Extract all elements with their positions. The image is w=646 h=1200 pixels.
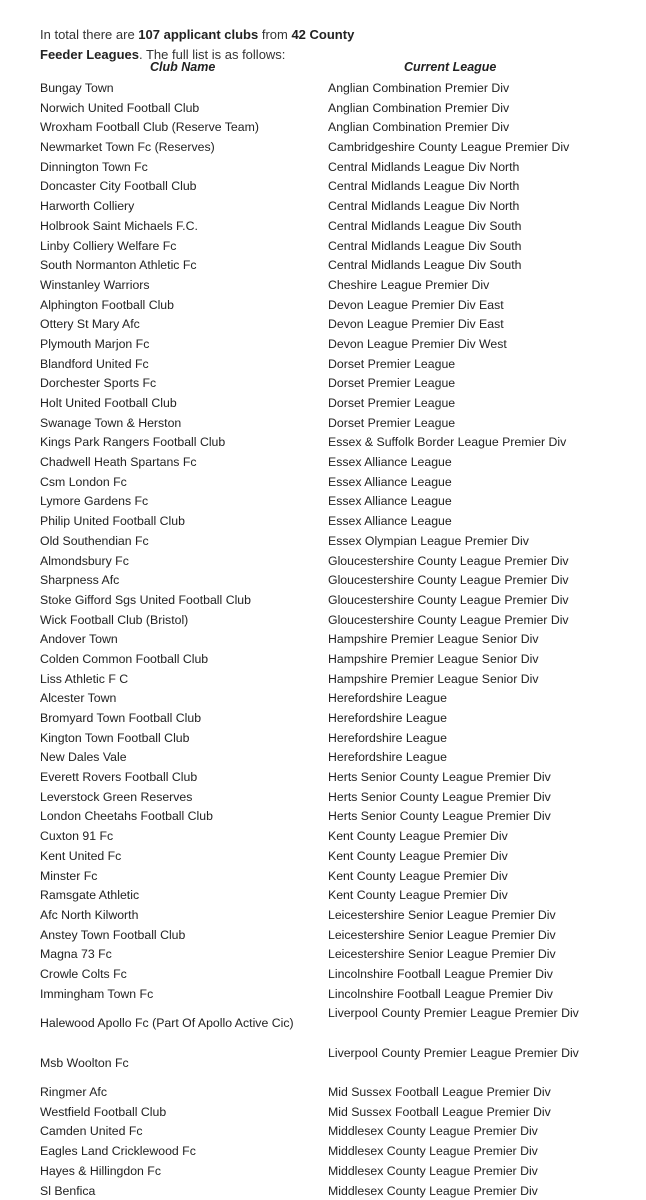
- club-name-cell: Sl Benfica: [40, 1183, 96, 1198]
- table-row: [0, 650, 646, 670]
- table-row: [0, 1044, 646, 1083]
- table-row: [0, 276, 646, 296]
- current-league-cell: Essex Olympian League Premier Div: [328, 533, 529, 548]
- club-name-cell: Camden United Fc: [40, 1124, 143, 1139]
- club-name-cell: Andover Town: [40, 632, 118, 647]
- intro-paragraph: [40, 25, 600, 65]
- club-name-cell: Plymouth Marjon Fc: [40, 336, 150, 351]
- club-name-cell: Kent United Fc: [40, 848, 122, 863]
- current-league-cell: Liverpool County Premier League Premier Div: [328, 1006, 579, 1021]
- table-row: [0, 374, 646, 394]
- table-row: [0, 1083, 646, 1103]
- current-league-cell: Liverpool County Premier League Premier Div: [328, 1045, 579, 1060]
- club-name-cell: Ringmer Afc: [40, 1085, 107, 1100]
- table-row: [0, 335, 646, 355]
- current-league-cell: Cambridgeshire County League Premier Div: [328, 140, 570, 155]
- club-name-cell: Csm London Fc: [40, 474, 127, 489]
- current-league-cell: Essex Alliance League: [328, 494, 452, 509]
- current-league-cell: Middlesex County League Premier Div: [328, 1144, 538, 1159]
- table-row: [0, 945, 646, 965]
- intro-text: from: [258, 27, 292, 42]
- current-league-cell: Central Midlands League Div South: [328, 258, 522, 273]
- table-row: [0, 138, 646, 158]
- club-name-cell: Chadwell Heath Spartans Fc: [40, 455, 197, 470]
- club-name-cell: Alphington Football Club: [40, 297, 174, 312]
- table-row: [0, 670, 646, 690]
- club-name-cell: Dorchester Sports Fc: [40, 376, 157, 391]
- current-league-cell: Herts Senior County League Premier Div: [328, 789, 551, 804]
- table-row: [0, 492, 646, 512]
- club-name-cell: Westfield Football Club: [40, 1104, 167, 1119]
- current-league-cell: Essex & Suffolk Border League Premier Div: [328, 435, 567, 450]
- current-league-cell: Essex Alliance League: [328, 455, 452, 470]
- current-league-cell: Dorset Premier League: [328, 396, 456, 410]
- current-league-cell: Central Midlands League Div North: [328, 199, 520, 214]
- club-name-cell: Cuxton 91 Fc: [40, 829, 114, 844]
- club-name-cell: Minster Fc: [40, 868, 98, 883]
- club-name-cell: Dinnington Town Fc: [40, 159, 148, 174]
- current-league-cell: Gloucestershire County League Premier Div: [328, 592, 569, 607]
- table-row: [0, 807, 646, 827]
- club-name-cell: Linby Colliery Welfare Fc: [40, 238, 177, 253]
- current-league-cell: Essex Alliance League: [328, 514, 452, 529]
- club-name-cell: Newmarket Town Fc (Reserves): [40, 140, 215, 155]
- current-league-cell: Leicestershire Senior League Premier Div: [328, 907, 556, 922]
- current-league-cell: Kent County League Premier Div: [328, 848, 508, 863]
- current-league-cell: Devon League Premier Div East: [328, 297, 504, 312]
- current-league-cell: Middlesex County League Premier Div: [328, 1183, 538, 1198]
- table-row: [0, 177, 646, 197]
- table-row: [0, 532, 646, 552]
- club-name-cell: Ottery St Mary Afc: [40, 317, 140, 332]
- current-league-cell: Dorset Premier League: [328, 415, 456, 430]
- current-league-cell: Gloucestershire County League Premier Div: [328, 553, 569, 568]
- current-league-cell: Leicestershire Senior League Premier Div: [328, 927, 556, 942]
- club-name-cell: Liss Athletic F C: [40, 671, 129, 686]
- table-row: [0, 630, 646, 650]
- table-row: [0, 99, 646, 119]
- club-name-cell: Eagles Land Cricklewood Fc: [40, 1144, 196, 1159]
- table-row: [0, 315, 646, 335]
- table-row: [0, 768, 646, 788]
- table-row: [0, 847, 646, 867]
- table-row: [0, 965, 646, 985]
- table-row: [0, 79, 646, 99]
- table-row: [0, 197, 646, 217]
- club-name-cell: Bungay Town: [40, 81, 114, 95]
- club-name-cell: Leverstock Green Reserves: [40, 789, 193, 804]
- current-league-cell: Devon League Premier Div West: [328, 336, 507, 351]
- current-league-cell: Herts Senior County League Premier Div: [328, 770, 551, 785]
- club-name-cell: Wick Football Club (Bristol): [40, 612, 189, 627]
- current-league-cell: Hampshire Premier League Senior Div: [328, 671, 539, 686]
- current-league-cell: Central Midlands League Div North: [328, 159, 520, 174]
- club-name-cell: Crowle Colts Fc: [40, 966, 127, 981]
- table-row: [0, 611, 646, 631]
- club-name-cell: Holt United Football Club: [40, 396, 177, 410]
- table-row: [0, 886, 646, 906]
- club-name-cell: London Cheetahs Football Club: [40, 809, 213, 824]
- club-name-cell: Sharpness Afc: [40, 573, 120, 588]
- club-table: [0, 79, 646, 1200]
- intro-text: In total there are: [40, 27, 139, 42]
- table-row: [0, 926, 646, 946]
- current-league-cell: Middlesex County League Premier Div: [328, 1163, 538, 1178]
- current-league-cell: Mid Sussex Football League Premier Div: [328, 1104, 551, 1119]
- current-league-cell: Devon League Premier Div East: [328, 317, 504, 332]
- club-name-cell: Immingham Town Fc: [40, 986, 154, 1001]
- table-row: [0, 512, 646, 532]
- table-row: [0, 571, 646, 591]
- table-row: [0, 748, 646, 768]
- club-name-cell: Winstanley Warriors: [40, 277, 150, 292]
- table-row: [0, 453, 646, 473]
- current-league-cell: Herefordshire League: [328, 730, 447, 745]
- table-row: [0, 867, 646, 887]
- club-name-cell: Blandford United Fc: [40, 356, 149, 371]
- table-row: [0, 118, 646, 138]
- club-name-cell: Holbrook Saint Michaels F.C.: [40, 218, 198, 233]
- current-league-cell: Dorset Premier League: [328, 356, 456, 371]
- table-row: [0, 394, 646, 414]
- club-name-cell: Lymore Gardens Fc: [40, 494, 149, 509]
- club-name-cell: Msb Woolton Fc: [40, 1055, 129, 1070]
- club-name-cell: Ramsgate Athletic: [40, 888, 140, 903]
- club-name-cell: Stoke Gifford Sgs United Football Club: [40, 592, 251, 607]
- table-row: [0, 1142, 646, 1162]
- current-league-cell: Essex Alliance League: [328, 474, 452, 489]
- table-row: [0, 414, 646, 434]
- table-row: [0, 355, 646, 375]
- current-league-cell: Herefordshire League: [328, 691, 447, 706]
- current-league-cell: Anglian Combination Premier Div: [328, 81, 510, 95]
- table-row: [0, 296, 646, 316]
- current-league-cell: Central Midlands League Div South: [328, 238, 522, 253]
- table-row: [0, 552, 646, 572]
- table-row: [0, 1162, 646, 1182]
- club-name-cell: Wroxham Football Club (Reserve Team): [40, 120, 259, 135]
- table-row: [0, 473, 646, 493]
- current-league-cell: Central Midlands League Div South: [328, 218, 522, 233]
- current-league-cell: Leicestershire Senior League Premier Div: [328, 947, 556, 962]
- club-name-cell: Harworth Colliery: [40, 199, 135, 214]
- league-count: 42 County: [291, 27, 355, 42]
- current-league-cell: Kent County League Premier Div: [328, 888, 508, 903]
- club-name-cell: South Normanton Athletic Fc: [40, 258, 197, 273]
- club-name-header: Club Name: [150, 60, 216, 74]
- club-name-cell: Doncaster City Football Club: [40, 179, 197, 194]
- table-row: [0, 985, 646, 1005]
- club-name-cell: Bromyard Town Football Club: [40, 711, 202, 725]
- club-name-cell: Alcester Town: [40, 691, 117, 706]
- club-name-cell: Everett Rovers Football Club: [40, 770, 198, 785]
- current-league-header: Current League: [404, 60, 497, 74]
- current-league-cell: Anglian Combination Premier Div: [328, 100, 510, 115]
- current-league-cell: Hampshire Premier League Senior Div: [328, 632, 539, 647]
- club-name-cell: Anstey Town Football Club: [40, 927, 186, 942]
- current-league-cell: Central Midlands League Div North: [328, 179, 520, 194]
- current-league-cell: Gloucestershire County League Premier Div: [328, 612, 569, 627]
- feeder-leagues-label: Feeder Leagues: [40, 47, 139, 62]
- current-league-cell: Mid Sussex Football League Premier Div: [328, 1085, 551, 1100]
- applicant-count: 107 applicant clubs: [138, 27, 259, 42]
- club-name-cell: Kington Town Football Club: [40, 730, 190, 745]
- table-row: [0, 591, 646, 611]
- table-row: [0, 237, 646, 257]
- table-row: [0, 906, 646, 926]
- table-row: [0, 709, 646, 729]
- current-league-cell: Anglian Combination Premier Div: [328, 120, 510, 135]
- table-row: [0, 158, 646, 178]
- current-league-cell: Lincolnshire Football League Premier Div: [328, 986, 553, 1001]
- table-row: [0, 689, 646, 709]
- current-league-cell: Cheshire League Premier Div: [328, 277, 490, 292]
- club-name-cell: Kings Park Rangers Football Club: [40, 435, 226, 450]
- table-row: [0, 256, 646, 276]
- table-header: [0, 60, 646, 78]
- club-name-cell: Afc North Kilworth: [40, 907, 139, 922]
- club-name-cell: Magna 73 Fc: [40, 947, 112, 962]
- club-name-cell: Philip United Football Club: [40, 514, 185, 529]
- table-row: [0, 217, 646, 237]
- current-league-cell: Dorset Premier League: [328, 376, 456, 391]
- table-row: [0, 1103, 646, 1123]
- current-league-cell: Kent County League Premier Div: [328, 868, 508, 883]
- table-row: [0, 433, 646, 453]
- intro-text: . The full list is as follows:: [139, 47, 286, 62]
- current-league-cell: Gloucestershire County League Premier Div: [328, 573, 569, 588]
- club-name-cell: Halewood Apollo Fc (Part Of Apollo Active Cic): [40, 1016, 294, 1031]
- club-name-cell: Almondsbury Fc: [40, 553, 129, 568]
- club-name-cell: Old Southendian Fc: [40, 533, 149, 548]
- table-row: [0, 1122, 646, 1142]
- current-league-cell: Kent County League Premier Div: [328, 829, 508, 844]
- current-league-cell: Herefordshire League: [328, 750, 447, 765]
- current-league-cell: Hampshire Premier League Senior Div: [328, 651, 539, 666]
- club-name-cell: Hayes & Hillingdon Fc: [40, 1163, 161, 1178]
- table-row: [0, 827, 646, 847]
- current-league-cell: Herefordshire League: [328, 711, 447, 725]
- table-row: [0, 1182, 646, 1200]
- current-league-cell: Middlesex County League Premier Div: [328, 1124, 538, 1139]
- current-league-cell: Herts Senior County League Premier Div: [328, 809, 551, 824]
- club-name-cell: New Dales Vale: [40, 750, 127, 765]
- club-name-cell: Norwich United Football Club: [40, 100, 200, 115]
- club-name-cell: Swanage Town & Herston: [40, 415, 182, 430]
- table-row: [0, 788, 646, 808]
- club-name-cell: Colden Common Football Club: [40, 651, 209, 666]
- table-row: [0, 1004, 646, 1043]
- table-row: [0, 729, 646, 749]
- current-league-cell: Lincolnshire Football League Premier Div: [328, 966, 553, 981]
